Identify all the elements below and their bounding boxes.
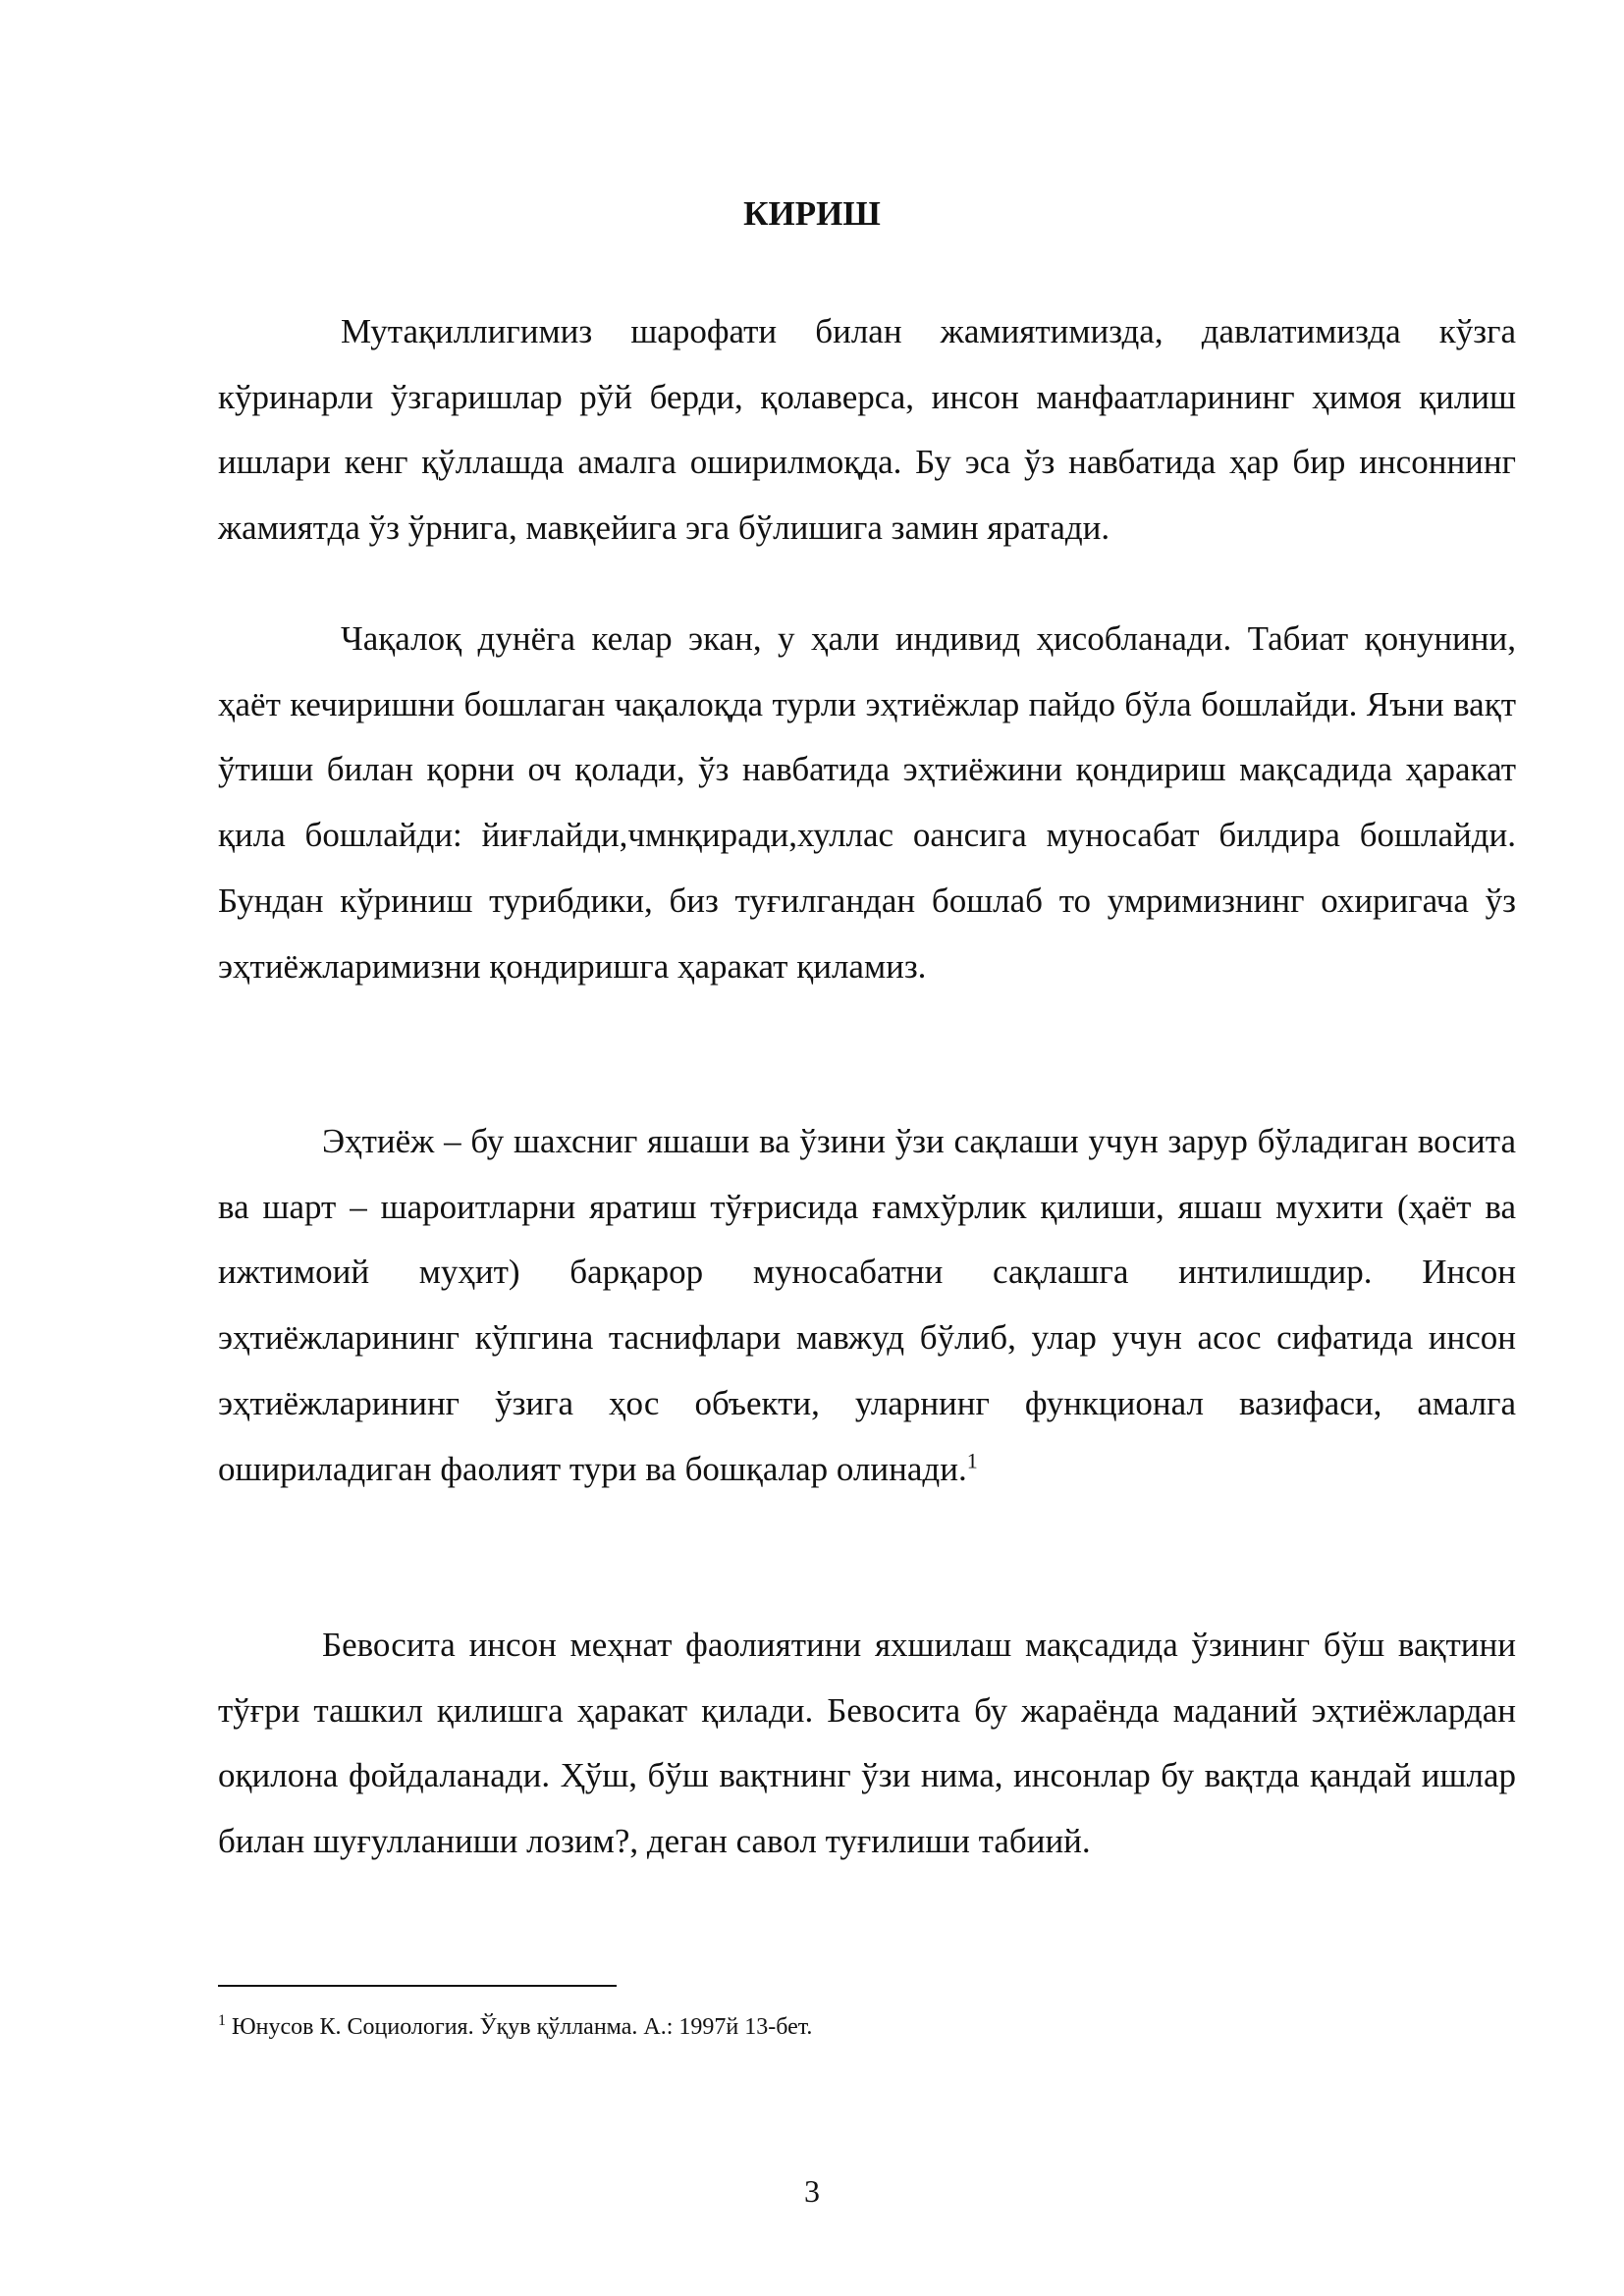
footnote-text: Юнусов К. Социология. Ўқув қўлланма. А.: 1997й 13-бет. xyxy=(232,2014,813,2040)
paragraph-3 xyxy=(218,1109,1516,1502)
paragraph-4: Бевосита инсон меҳнат фаолиятини яхшилаш мақсадида ўзининг бўш вақтини тўғри ташкил қилишга ҳаракат қилади. Бевосита бу жараёнда маданий эҳтиёжлардан оқилона фойдаланади. Ҳўш, бўш вақтнинг ўзи нима, инсонлар бу вақтда қандай ишлар билан шуғулланиши лозим?, деган савол туғилиши табиий. xyxy=(218,1626,1516,1861)
footnote xyxy=(218,2012,1516,2042)
paragraph-2: Чақалоқ дунёга келар экан, у ҳали индивид ҳисобланади. Табиат қонунини, ҳаёт кечиришни бошлаган чақалоқда турли эҳтиёжлар пайдо бўла бошлайди. Яъни вақт ўтиши билан қорни оч қолади, ўз навбатида эҳтиёжини қондириш мақсадида ҳаракат қила бошлайди: йиғлайди,чмнқиради,хуллас оансига муносабат билдира бошлайди. Бундан кўриниш турибдики, биз туғилгандан бошлаб то умримизнинг охиригача ўз эҳтиёжларимизни қондиришга ҳаракат қиламиз. xyxy=(218,619,1516,986)
page-number: 3 xyxy=(804,2173,820,2209)
page-title: КИРИШ xyxy=(743,194,881,233)
paragraph-3-text: Эҳтиёж – бу шахсниг яшаши ва ўзини ўзи сақлаши учун зарур бўладиган восита ва шарт – шароитларни яратиш тўғрисида ғамхўрлик қилиши, яшаш мухити (ҳаёт ва ижтимоий муҳит) барқарор муносабатни сақлашга интилишдир. Инсон эҳтиёжларининг кўпгина таснифлари мавжуд бўлиб, улар учун асос сифатида инсон эҳтиёжларининг ўзига ҳос объекти, уларнинг функционал вазифаси, амалга ошириладиган фаолият тури ва бошқалар олинади. xyxy=(218,1122,1516,1488)
footnote-reference[interactable]: 1 xyxy=(966,1447,978,1472)
footnote-separator xyxy=(218,1985,617,1987)
footnote-number: 1 xyxy=(218,2012,226,2029)
paragraph-1: Мутақиллигимиз шарофати билан жамиятимизда, давлатимизда кўзга кўринарли ўзгаришлар рўй берди, қолаверса, инсон манфаатларининг ҳимоя қилиш ишлари кенг қўллашда амалга оширилмоқда. Бу эса ўз навбатида ҳар бир инсоннинг жамиятда ўз ўрнига, мавқейига эга бўлишига замин яратади. xyxy=(218,312,1516,548)
